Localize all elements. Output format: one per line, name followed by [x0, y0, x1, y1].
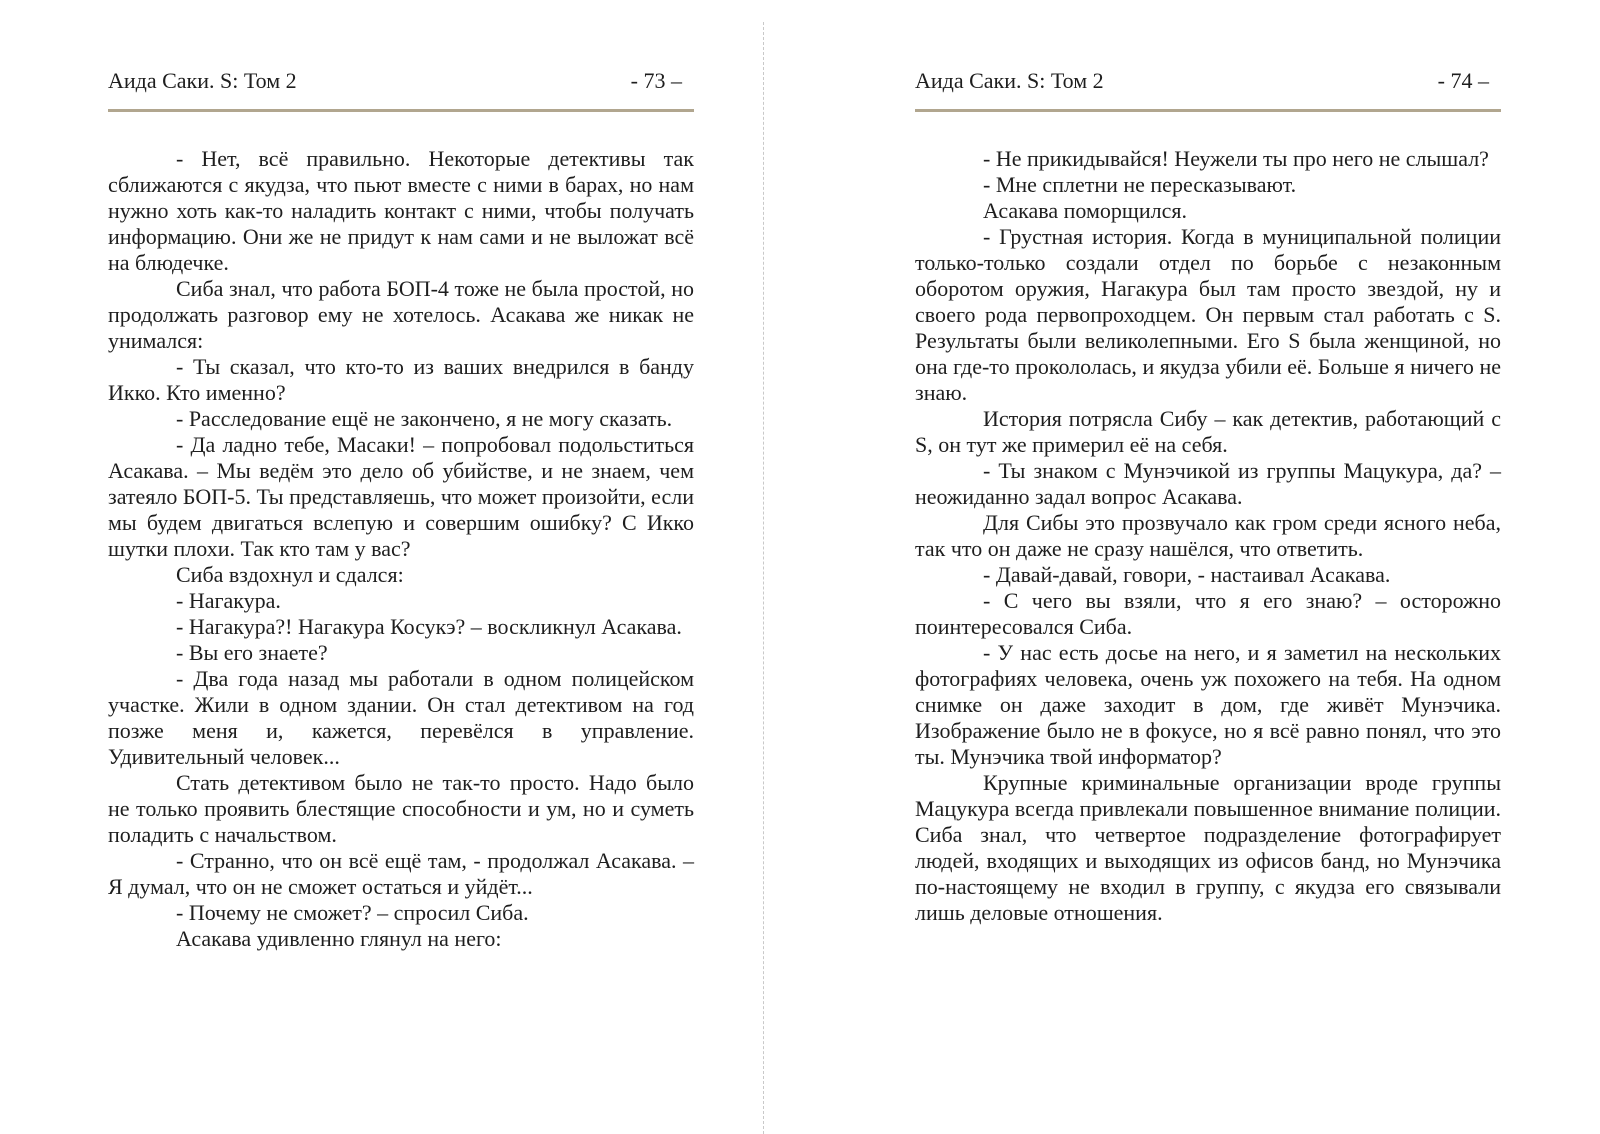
paragraph: Асакава поморщился. [983, 198, 1187, 223]
paragraph: - Нагакура. [176, 588, 281, 613]
running-title: Аида Саки. S: Том 2 [108, 68, 297, 93]
paragraph: - Не прикидывайся! Неужели ты про него не слышал? [983, 146, 1489, 171]
paragraph: - С чего вы взяли, что я его знаю? – осторожно поинтересовался Сиба. [915, 588, 1501, 639]
paragraph: Стать детективом было не так-то просто. Надо было не только проявить блестящие способности и ум, но и суметь поладить с начальством. [108, 770, 694, 847]
paragraph: Крупные криминальные организации вроде группы Мацукура всегда привлекали повышенное внимание полиции. Сиба знал, что четвертое подразделение фотографирует людей, входящих и выходящих из офисов банд, но Мунэчика по-настоящему не входил в группу, с якудза его связывали лишь деловые отношения. [915, 770, 1501, 925]
page-number: - 74 – [1437, 68, 1489, 93]
paragraph: Сиба знал, что работа БОП-4 тоже не была простой, но продолжать разговор ему не хотелось. Асакава же никак не унимался: [108, 276, 694, 353]
header-rule [915, 109, 1501, 112]
header-rule [108, 109, 694, 112]
running-title: Аида Саки. S: Том 2 [915, 68, 1104, 93]
paragraph: - Странно, что он всё ещё там, - продолжал Асакава. – Я думал, что он не сможет остаться и уйдёт... [108, 848, 694, 899]
paragraph: История потрясла Сибу – как детектив, работающий с S, он тут же примерил её на себя. [915, 406, 1501, 457]
paragraph: - Расследование ещё не закончено, я не могу сказать. [176, 406, 673, 431]
paragraph: - Давай-давай, говори, - настаивал Асакава. [983, 562, 1391, 587]
page-header [915, 66, 1501, 96]
page-gutter-divider [763, 22, 764, 1134]
paragraph: Сиба вздохнул и сдался: [176, 562, 404, 587]
page-header [108, 66, 694, 96]
page-body [915, 146, 1501, 926]
paragraph: - Ты сказал, что кто-то из ваших внедрился в банду Икко. Кто именно? [108, 354, 694, 405]
page-number: - 73 – [630, 68, 682, 93]
paragraph: - Два года назад мы работали в одном полицейском участке. Жили в одном здании. Он стал детективом на год позже меня и, кажется, перевёлся в управление. Удивительный человек... [108, 666, 694, 769]
paragraph: - Да ладно тебе, Масаки! – попробовал подольститься Асакава. – Мы ведём это дело об убийстве, и не знаем, чем затеяло БОП-5. Ты представляешь, что может произойти, если мы будем двигаться вслепую и совершим ошибку? С Икко шутки плохи. Так кто там у вас? [108, 432, 695, 561]
paragraph: - Почему не сможет? – спросил Сиба. [176, 900, 529, 925]
paragraph: - Мне сплетни не пересказывают. [983, 172, 1297, 197]
paragraph: - Ты знаком с Мунэчикой из группы Мацукура, да? – неожиданно задал вопрос Асакава. [915, 458, 1501, 509]
paragraph: - Нагакура?! Нагакура Косукэ? – воскликнул Асакава. [176, 614, 682, 639]
paragraph: - Вы его знаете? [176, 640, 328, 665]
paragraph: Асакава удивленно глянул на него: [176, 926, 502, 951]
page-body [108, 146, 694, 952]
paragraph: - Грустная история. Когда в муниципальной полиции только-только создали отдел по борьбе с незаконным оборотом оружия, Нагакура был там просто звездой, ну и своего рода первопроходцем. Он первым стал работать с S. Результаты были великолепными. Его S была женщиной, но она где-то прокололась, и якудза убили её. Больше я ничего не знаю. [915, 224, 1501, 405]
paragraph: - У нас есть досье на него, и я заметил на нескольких фотографиях человека, очень уж похожего на тебя. На одном снимке он даже заходит в дом, где живёт Мунэчика. Изображение было не в фокусе, но я всё равно понял, что это ты. Мунэчика твой информатор? [915, 640, 1501, 769]
paragraph: Для Сибы это прозвучало как гром среди ясного неба, так что он даже не сразу нашёлся, что ответить. [915, 510, 1501, 561]
paragraph: - Нет, всё правильно. Некоторые детективы так сближаются с якудза, что пьют вместе с ними в барах, но нам нужно хоть как-то наладить контакт с ними, чтобы получать информацию. Они же не придут к нам сами и не выложат всё на блюдечке. [108, 146, 694, 275]
